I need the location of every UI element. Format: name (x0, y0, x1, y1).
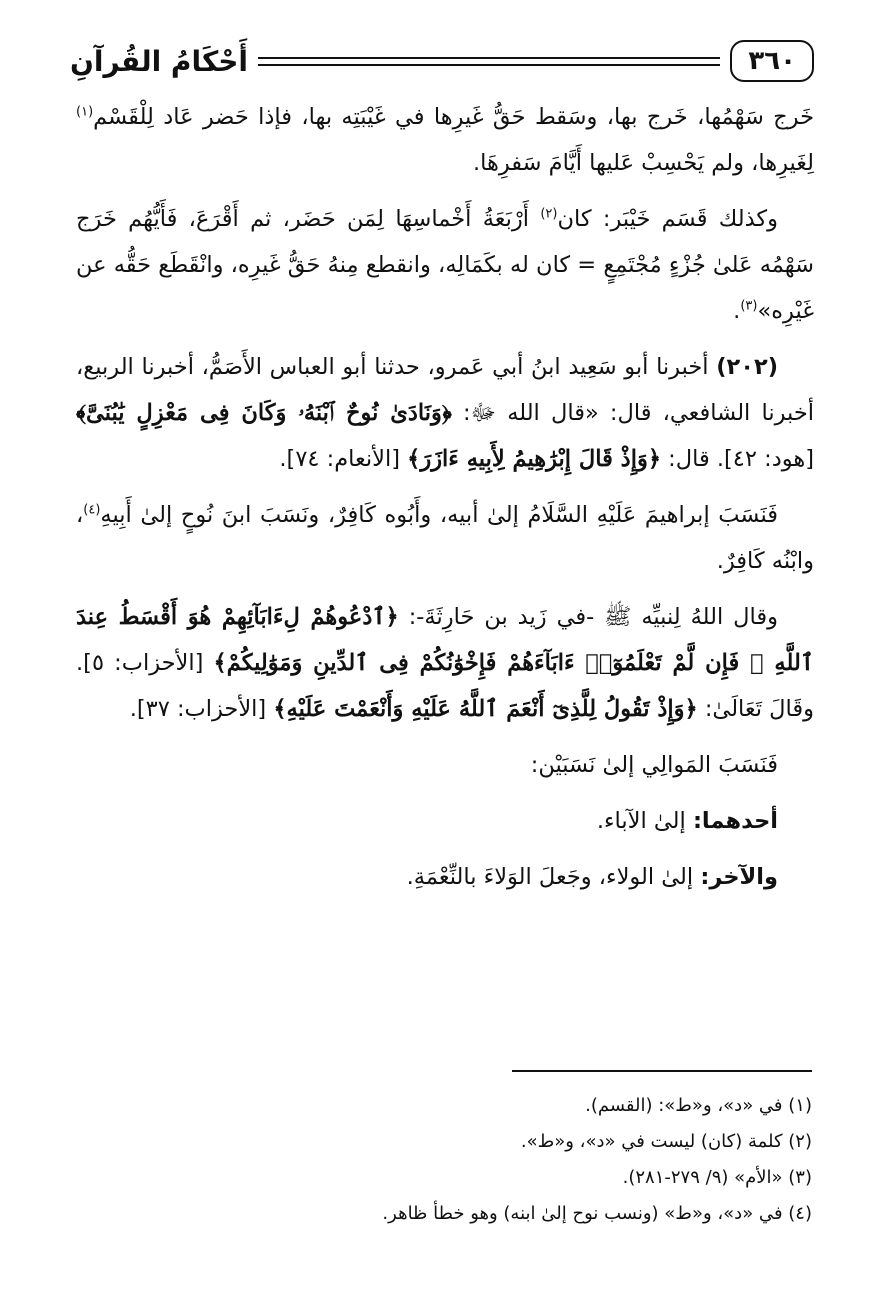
paragraph-3: (٢٠٢) أخبرنا أبو سَعِيد ابنُ أبي عَمرو، حدثنا أبو العباس الأَصَمُّ، أخبرنا الربيع، أخبرنا الشافعي، قال: «قال الله ﷻ: ﴿وَنَادَىٰ نُوحٌ ٱبْنَهُۥ وَكَانَ فِى مَعْزِلٍ يَٰبُنَىَّ﴾ [هود: ٤٢]. قال: ﴿وَإِذْ قَالَ إِبْرَٰهِيمُ لِأَبِيهِ ءَازَرَ﴾ [الأنعام: ٧٤]. (76, 354, 814, 472)
paragraph-4: فَنَسَبَ إبراهيمَ عَلَيْهِ السَّلَامُ إلىٰ أبيه، وأَبُوه كَافِرٌ، ونَسَبَ ابنَ نُوحٍ إلىٰ أَبِيهِ$^{(٤)}$، وابْنُه كَافِرٌ. (76, 502, 814, 574)
footnote-ref-3[interactable]: (٣) (740, 298, 758, 314)
quran-verse: ﴿وَإِذْ قَالَ إِبْرَٰهِيمُ لِأَبِيهِ ءَازَرَ﴾ (407, 446, 662, 472)
paragraph-2: وكذلك قَسَم خَيْبَر: كان$^{(٢)}$ أَرْبَعَةُ أَخْماسِهَا لِمَن حَضَر، ثم أَقْرَعَ، فَأَيُّهُم خَرَج سَهْمُه عَلىٰ جُزْءٍ مُجْتَمِعٍ = كان له بكَمَالِه، وانقطع مِنهُ حَقُّ غَيرِه، وانْقَطَع حَقُّه عن غَيْرِه»$^{(٣)}$. (76, 206, 814, 324)
header-rule (258, 57, 720, 66)
footnote-ref-1[interactable]: (١) (76, 104, 94, 120)
footnotes (80, 1088, 812, 1232)
main-text (76, 94, 814, 910)
paragraph-1: خَرج سَهْمُها، خَرج بها، وسَقط حَقُّ غَيرِها في غَيْبَتِه بها، فإذا حَضر عَاد لِلْقَسْم$^{(١)}$ لِغَيرِها، ولم يَحْسِبْ عَليها أَيَّامَ سَفرِهَا. (76, 104, 814, 176)
footnote-separator (512, 1070, 812, 1072)
quran-verse: ﴿ٱدْعُوهُمْ لِءَابَآئِهِمْ هُوَ أَقْسَطُ عِندَ ٱللَّهِ ۚ فَإِن لَّمْ تَعْلَمُوٓا۟ ءَابَآءَهُمْ فَإِخْوَٰنُكُمْ فِى ٱلدِّينِ وَمَوَٰلِيكُمْ﴾ (76, 604, 814, 676)
quran-verse: ﴿وَنَادَىٰ نُوحٌ ٱبْنَهُۥ وَكَانَ فِى مَعْزِلٍ يَٰبُنَىَّ﴾ (76, 400, 452, 426)
footnote-3: (٣) «الأم» (٩/ ٢٧٩-٢٨١). (622, 1167, 812, 1188)
page-header (70, 34, 814, 88)
footnote-1: (١) في «د»، و«ط»: (القسم). (585, 1095, 812, 1116)
paragraph-7: أحدهما: إلىٰ الآباء. (596, 808, 778, 834)
book-title: أَحْكَامُ القُرآنِ (70, 44, 249, 78)
paragraph-5: وقال اللهُ لِنبيِّه ﷺ -في زَيد بن حَارِثَةَ-: ﴿ٱدْعُوهُمْ لِءَابَآئِهِمْ هُوَ أَقْسَطُ عِندَ ٱللَّهِ ۚ فَإِن لَّمْ تَعْلَمُوٓا۟ ءَابَآءَهُمْ فَإِخْوَٰنُكُمْ فِى ٱلدِّينِ وَمَوَٰلِيكُمْ﴾ [الأحزاب: ٥]. وقَالَ تَعَالَىٰ: ﴿وَإِذْ تَقُولُ لِلَّذِىٓ أَنْعَمَ ٱللَّهُ عَلَيْهِ وَأَنْعَمْتَ عَلَيْهِ﴾ [الأحزاب: ٣٧]. (76, 604, 814, 722)
paragraph-8: والآخر: إلىٰ الولاء، وجَعلَ الوَلاءَ بالنِّعْمَةِ. (406, 864, 778, 890)
footnote-4: (٤) في «د»، و«ط» (ونسب نوح إلىٰ ابنه) وهو خطأ ظاهر. (382, 1203, 812, 1224)
footnote-2: (٢) كلمة (كان) ليست في «د»، و«ط». (520, 1131, 812, 1152)
hadith-number: (٢٠٢) (716, 354, 778, 380)
paragraph-6: فَنَسَبَ المَوالِي إلىٰ نَسَبَيْن: (530, 752, 778, 778)
quran-verse: ﴿وَإِذْ تَقُولُ لِلَّذِىٓ أَنْعَمَ ٱللَّهُ عَلَيْهِ وَأَنْعَمْتَ عَلَيْهِ﴾ (273, 696, 698, 722)
page-number: ٣٦٠ (730, 40, 814, 82)
footnote-ref-2[interactable]: (٢) (540, 206, 558, 222)
footnote-ref-4[interactable]: (٤) (83, 502, 101, 518)
